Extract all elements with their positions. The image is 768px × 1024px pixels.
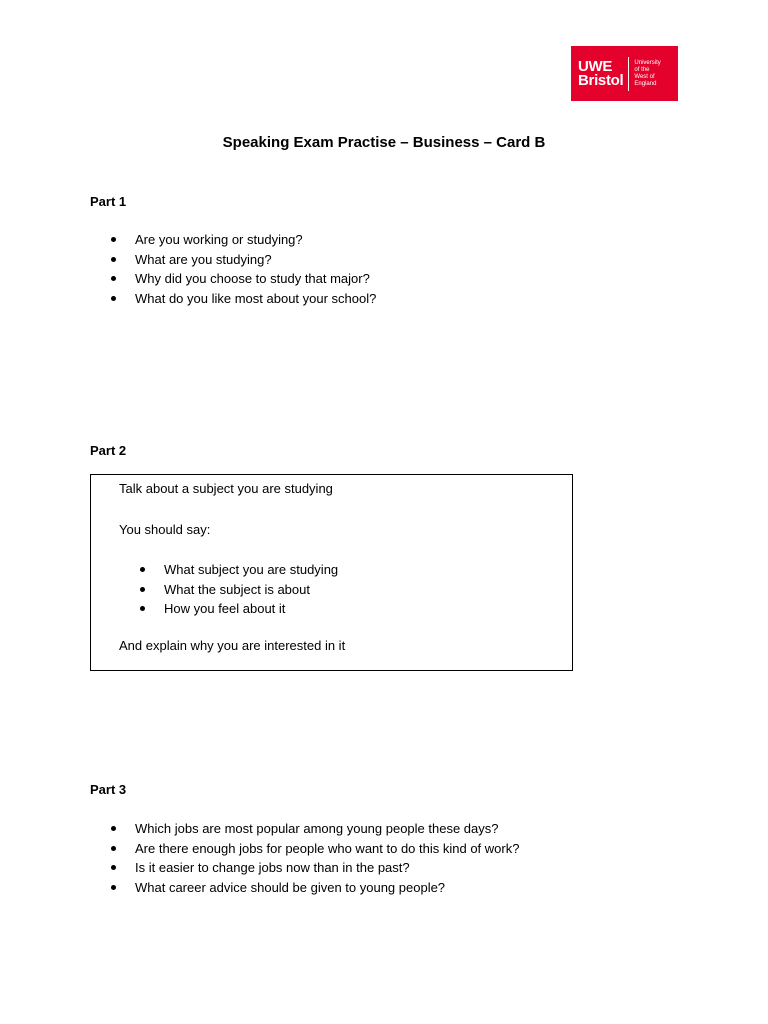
part-3-question: Is it easier to change jobs now than in the past? — [109, 858, 519, 878]
logo-subtitle — [634, 60, 660, 88]
uwe-bristol-logo — [571, 46, 678, 101]
cue-card-point: What the subject is about — [138, 580, 338, 600]
cue-card-prompt: Talk about a subject you are studying — [119, 481, 333, 496]
cue-card — [90, 474, 573, 671]
part-3-heading: Part 3 — [90, 782, 127, 797]
part-1-question: What do you like most about your school? — [109, 289, 376, 309]
part-3-question: Which jobs are most popular among young people these days? — [109, 819, 519, 839]
cue-card-point-list — [138, 560, 338, 619]
cue-card-point: How you feel about it — [138, 599, 338, 619]
logo-word-uwe: UWE — [578, 57, 613, 75]
logo-wordmark — [578, 57, 624, 89]
part-1-question: Are you working or studying? — [109, 230, 376, 250]
logo-subtitle-line: West of — [634, 73, 655, 80]
logo-subtitle-line: of the — [634, 66, 650, 73]
part-1-question-list — [109, 230, 376, 309]
logo-divider — [628, 57, 629, 91]
cue-card-lead: You should say: — [119, 522, 211, 537]
part-1-heading: Part 1 — [90, 194, 127, 209]
part-1-question: What are you studying? — [109, 250, 376, 270]
part-2-heading: Part 2 — [90, 443, 127, 458]
logo-subtitle-line: England — [634, 80, 657, 87]
part-3-question: Are there enough jobs for people who want to do this kind of work? — [109, 839, 519, 859]
part-1-question: Why did you choose to study that major? — [109, 269, 376, 289]
part-3-question-list — [109, 819, 519, 898]
logo-subtitle-line: University — [634, 59, 661, 66]
cue-card-point: What subject you are studying — [138, 560, 338, 580]
cue-card-closing: And explain why you are interested in it — [119, 638, 346, 653]
page-title: Speaking Exam Practise – Business – Card B — [222, 134, 546, 151]
part-3-question: What career advice should be given to young people? — [109, 878, 519, 898]
logo-word-bristol: Bristol — [578, 71, 624, 89]
